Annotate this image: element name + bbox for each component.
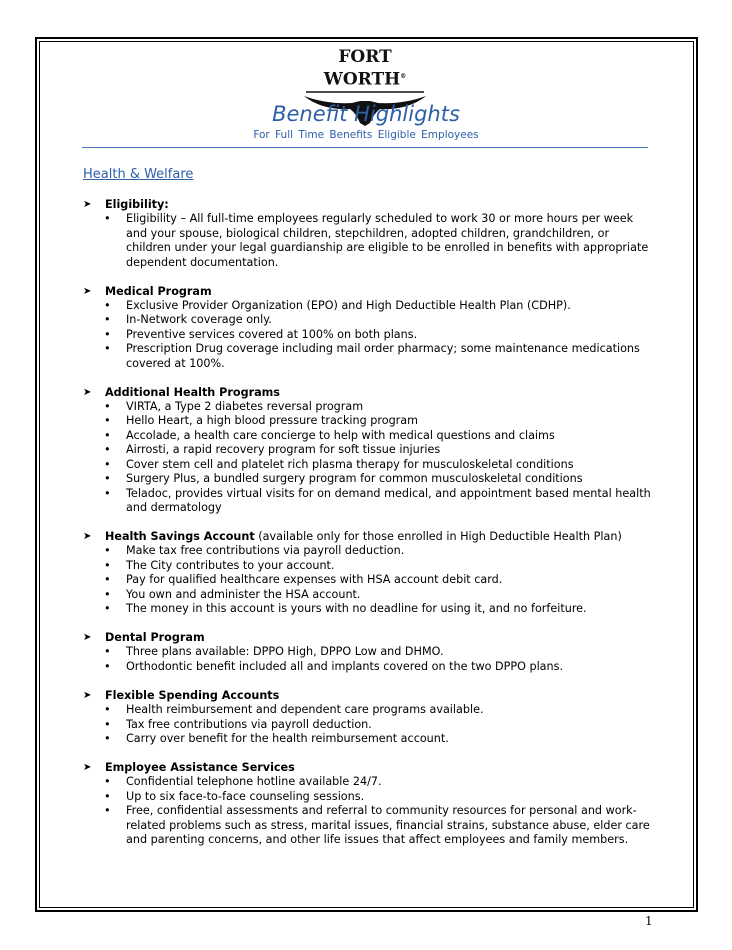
benefits-content [83, 198, 653, 862]
benefit-heading: ➤ Eligibility: [83, 198, 169, 211]
list-item: • The money in this account is yours with no deadline for using it, and no forfeiture. [104, 601, 587, 615]
list-item: • Teladoc, provides virtual visits for on demand medical, and appointment based mental health and dermatology [104, 486, 651, 514]
bullet-icon: • [104, 775, 111, 789]
bullet-icon: • [104, 558, 111, 572]
page-subtitle: For Full Time Benefits Eligible Employees [253, 129, 479, 141]
bullet-icon: • [104, 645, 111, 659]
benefit-list [83, 299, 653, 371]
list-item: • Airrosti, a rapid recovery program for soft tissue injuries [104, 443, 441, 457]
bullet-icon: • [104, 299, 111, 313]
list-item: • Confidential telephone hotline available 24/7. [104, 775, 382, 789]
bullet-icon: • [104, 587, 111, 601]
bullet-icon: • [104, 544, 111, 558]
benefit-heading: ➤ Health Savings Account (available only for those enrolled in High Deductible Health Plan) [83, 529, 622, 543]
bullet-icon: • [104, 313, 111, 327]
bullet-icon: • [104, 703, 111, 717]
list-item: • Exclusive Provider Organization (EPO) and High Deductible Health Plan (CDHP). [104, 299, 571, 313]
list-item: • Hello Heart, a high blood pressure tracking program [104, 414, 419, 428]
arrow-bullet-icon: ➤ [83, 285, 92, 297]
benefit-heading: ➤ Dental Program [83, 630, 205, 644]
bullet-icon: • [104, 443, 111, 457]
arrow-bullet-icon: ➤ [83, 689, 92, 701]
list-item: • Make tax free contributions via payroll deduction. [104, 544, 405, 558]
bullet-icon: • [104, 414, 111, 428]
benefit-heading: ➤ Medical Program [83, 284, 212, 298]
benefit-heading: ➤ Employee Assistance Services [83, 760, 295, 774]
list-item: • Three plans available: DPPO High, DPPO Low and DHMO. [104, 645, 444, 659]
benefit-block-eap [83, 761, 653, 847]
list-item: • Pay for qualified healthcare expenses with HSA account debit card. [104, 573, 503, 587]
arrow-bullet-icon: ➤ [83, 199, 92, 210]
bullet-icon: • [104, 400, 111, 414]
logo-wordmark: FORT WORTH® [323, 47, 407, 90]
bullet-icon: • [104, 789, 111, 803]
bullet-icon: • [104, 486, 111, 500]
list-item: • Surgery Plus, a bundled surgery program for common musculoskeletal conditions [104, 472, 583, 486]
benefit-heading: ➤ Flexible Spending Accounts [83, 688, 280, 702]
bullet-icon: • [104, 327, 111, 341]
arrow-bullet-icon: ➤ [83, 530, 92, 542]
section-title-health-welfare: Health & Welfare [83, 167, 194, 182]
bullet-icon: • [104, 717, 111, 731]
bullet-icon: • [104, 659, 111, 673]
list-item: • Preventive services covered at 100% on both plans. [104, 327, 418, 341]
arrow-bullet-icon: ➤ [83, 386, 92, 398]
benefit-heading: ➤ Additional Health Programs [83, 385, 280, 399]
fort-worth-logo [300, 47, 430, 107]
bullet-icon: • [104, 342, 111, 356]
page-title: Benefit Highlights [272, 102, 460, 126]
list-item: • Eligibility – All full-time employees regularly scheduled to work 30 or more hours per week and your spouse, biological children, stepchildren, adopted children, grandchildren, or children under your legal guardianship are eligible to be enrolled in benefits with appropriate dependent documentation. [104, 212, 649, 269]
bullet-icon: • [104, 804, 111, 818]
list-item: • VIRTA, a Type 2 diabetes reversal program [104, 400, 364, 414]
benefit-list [83, 645, 653, 674]
bullet-icon: • [104, 212, 111, 226]
list-item: • Orthodontic benefit included all and implants covered on the two DPPO plans. [104, 659, 564, 673]
benefit-block-additional-health [83, 386, 653, 516]
list-item: • Cover stem cell and platelet rich plasma therapy for musculoskeletal conditions [104, 457, 574, 471]
arrow-bullet-icon: ➤ [83, 631, 92, 643]
list-item: • Health reimbursement and dependent care programs available. [104, 703, 484, 717]
benefit-block-eligibility [83, 198, 653, 270]
benefit-list [83, 400, 653, 515]
list-item: • Tax free contributions via payroll deduction. [104, 717, 372, 731]
list-item: • Up to six face-to-face counseling sessions. [104, 789, 365, 803]
list-item: • Free, confidential assessments and referral to community resources for personal and work-related problems such as stress, marital issues, financial strains, substance abuse, elder care and parenting concerns, and other life issues that affect employees and family members. [104, 804, 650, 846]
title-divider [82, 147, 648, 148]
list-item: • Prescription Drug coverage including mail order pharmacy; some maintenance medications covered at 100%. [104, 342, 640, 370]
bullet-icon: • [104, 731, 111, 745]
page-number: 1 [645, 914, 653, 928]
bullet-icon: • [104, 457, 111, 471]
benefit-block-dental [83, 631, 653, 674]
arrow-bullet-icon: ➤ [83, 761, 92, 773]
bullet-icon: • [104, 601, 111, 615]
list-item: • You own and administer the HSA account. [104, 587, 361, 601]
bullet-icon: • [104, 472, 111, 486]
list-item: • Carry over benefit for the health reimbursement account. [104, 731, 449, 745]
bullet-icon: • [104, 428, 111, 442]
list-item: • Accolade, a health care concierge to help with medical questions and claims [104, 428, 555, 442]
benefit-block-fsa [83, 689, 653, 747]
benefit-list [83, 212, 653, 270]
list-item: • The City contributes to your account. [104, 558, 335, 572]
benefit-block-hsa [83, 530, 653, 616]
bullet-icon: • [104, 573, 111, 587]
benefit-list [83, 775, 653, 847]
benefit-block-medical [83, 285, 653, 371]
list-item: • In-Network coverage only. [104, 313, 272, 327]
benefit-list [83, 703, 653, 746]
benefit-list [83, 544, 653, 616]
